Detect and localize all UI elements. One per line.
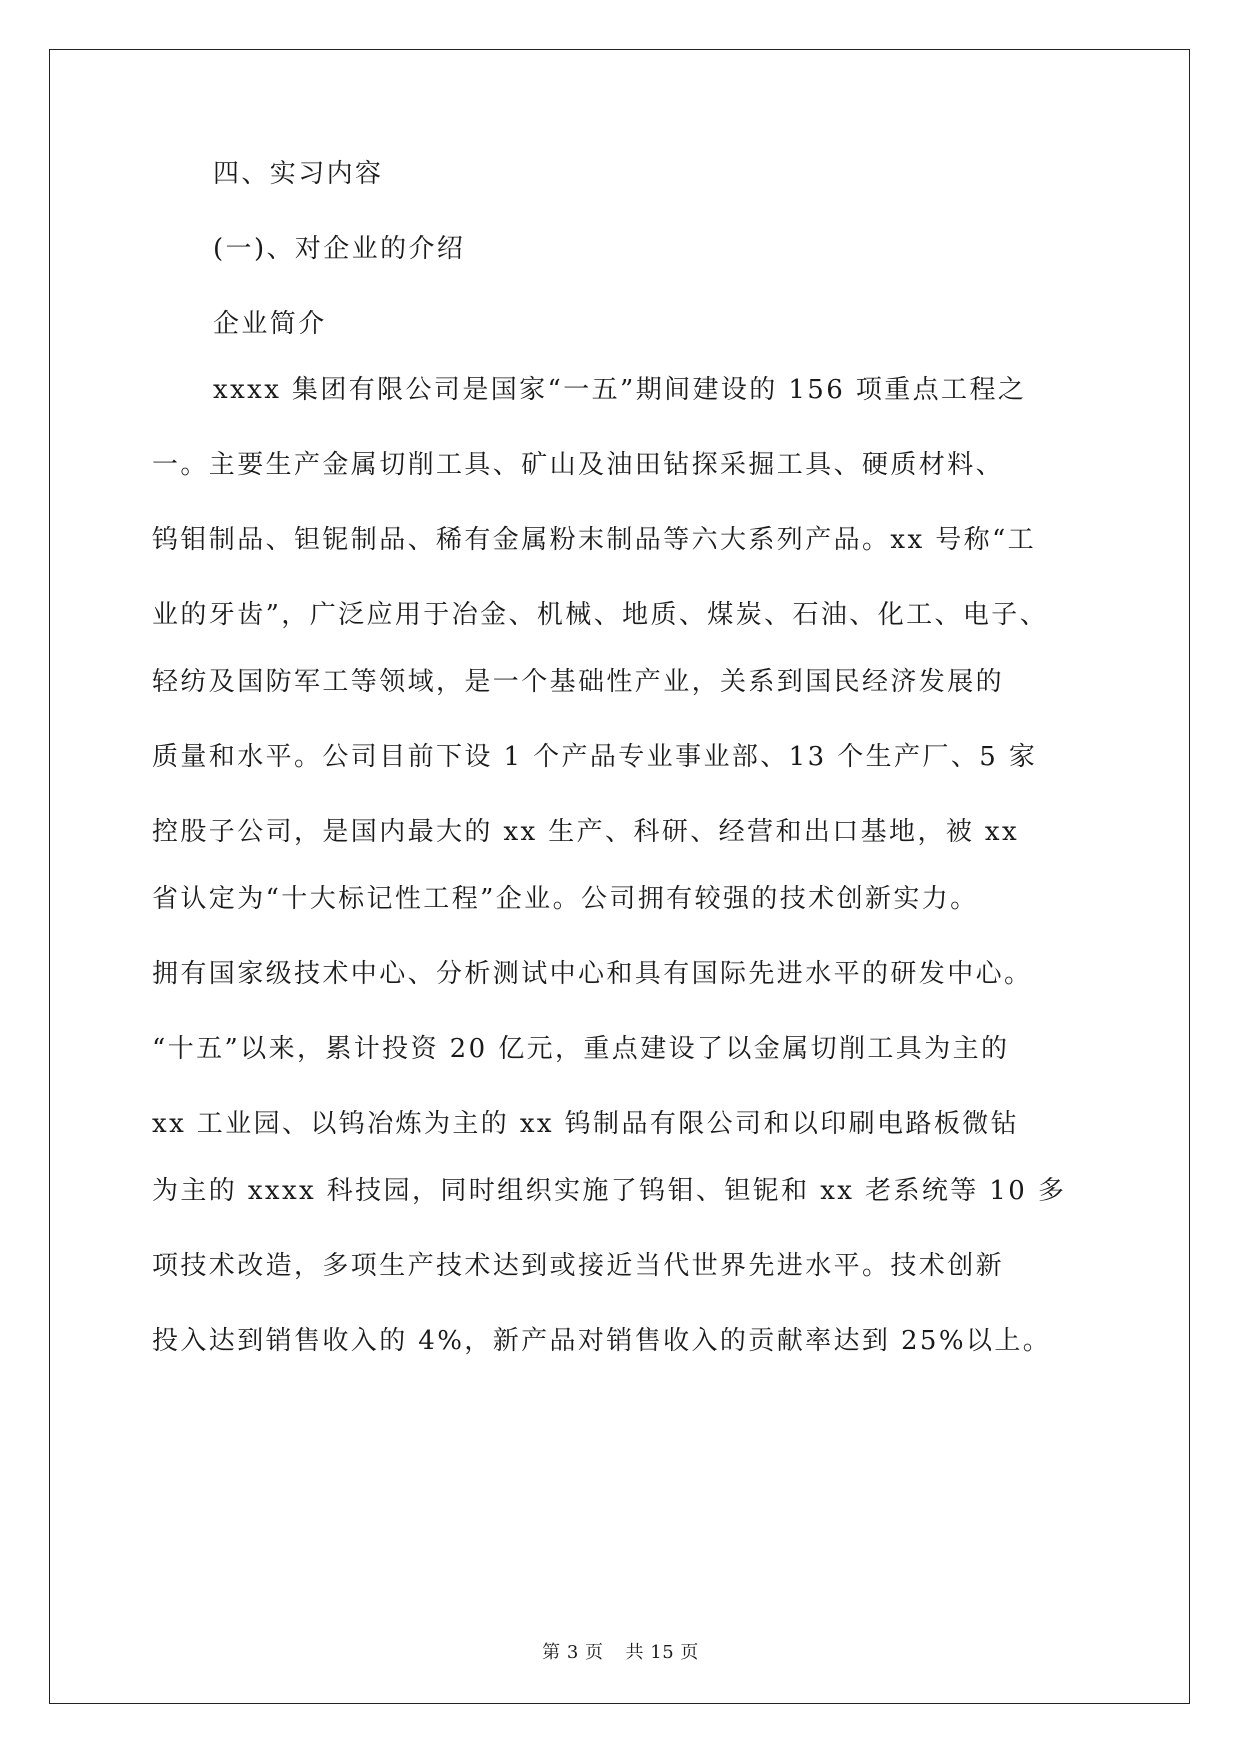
paragraph-line: 拥有国家级技术中心、分析测试中心和具有国际先进水平的研发中心。 — [152, 959, 1033, 989]
paragraph-line: 省认定为“十大标记性工程”企业。公司拥有较强的技术创新实力。 — [152, 884, 979, 914]
page-footer — [0, 1641, 1241, 1665]
paragraph-line: “十五”以来，累计投资 20 亿元，重点建设了以金属切削工具为主的 — [152, 1034, 1010, 1064]
paragraph-line: 为主的 xxxx 科技园，同时组织实施了钨钼、钽铌和 xx 老系统等 10 多 — [152, 1176, 1067, 1206]
page-border — [49, 49, 1190, 1704]
paragraph-line: 项技术改造，多项生产技术达到或接近当代世界先进水平。技术创新 — [152, 1251, 1005, 1281]
paragraph-line: 业的牙齿”，广泛应用于冶金、机械、地质、煤炭、石油、化工、电子、 — [152, 600, 1049, 630]
paragraph-line: xxxx 集团有限公司是国家“一五”期间建设的 156 项重点工程之 — [213, 375, 1027, 405]
paragraph-line: 轻纺及国防军工等领域，是一个基础性产业，关系到国民经济发展的 — [152, 667, 1005, 697]
subsection-heading: (一)、对企业的介绍 — [213, 234, 466, 264]
page-total: 共 15 页 — [625, 1642, 699, 1663]
page-number: 第 3 页 — [542, 1642, 604, 1663]
intro-heading: 企业简介 — [213, 309, 327, 339]
paragraph-line: xx 工业园、以钨冶炼为主的 xx 钨制品有限公司和以印刷电路板微钻 — [152, 1109, 1020, 1139]
paragraph-line: 控股子公司，是国内最大的 xx 生产、科研、经营和出口基地，被 xx — [152, 817, 1020, 847]
section-heading: 四、实习内容 — [213, 159, 384, 189]
paragraph-line: 钨钼制品、钽铌制品、稀有金属粉末制品等六大系列产品。xx 号称“工 — [152, 525, 1037, 555]
paragraph-line: 一。主要生产金属切削工具、矿山及油田钻探采掘工具、硬质材料、 — [152, 450, 1005, 480]
paragraph-line: 投入达到销售收入的 4%，新产品对销售收入的贡献率达到 25%以上。 — [152, 1326, 1052, 1356]
paragraph-line: 质量和水平。公司目前下设 1 个产品专业事业部、13 个生产厂、5 家 — [152, 742, 1038, 772]
